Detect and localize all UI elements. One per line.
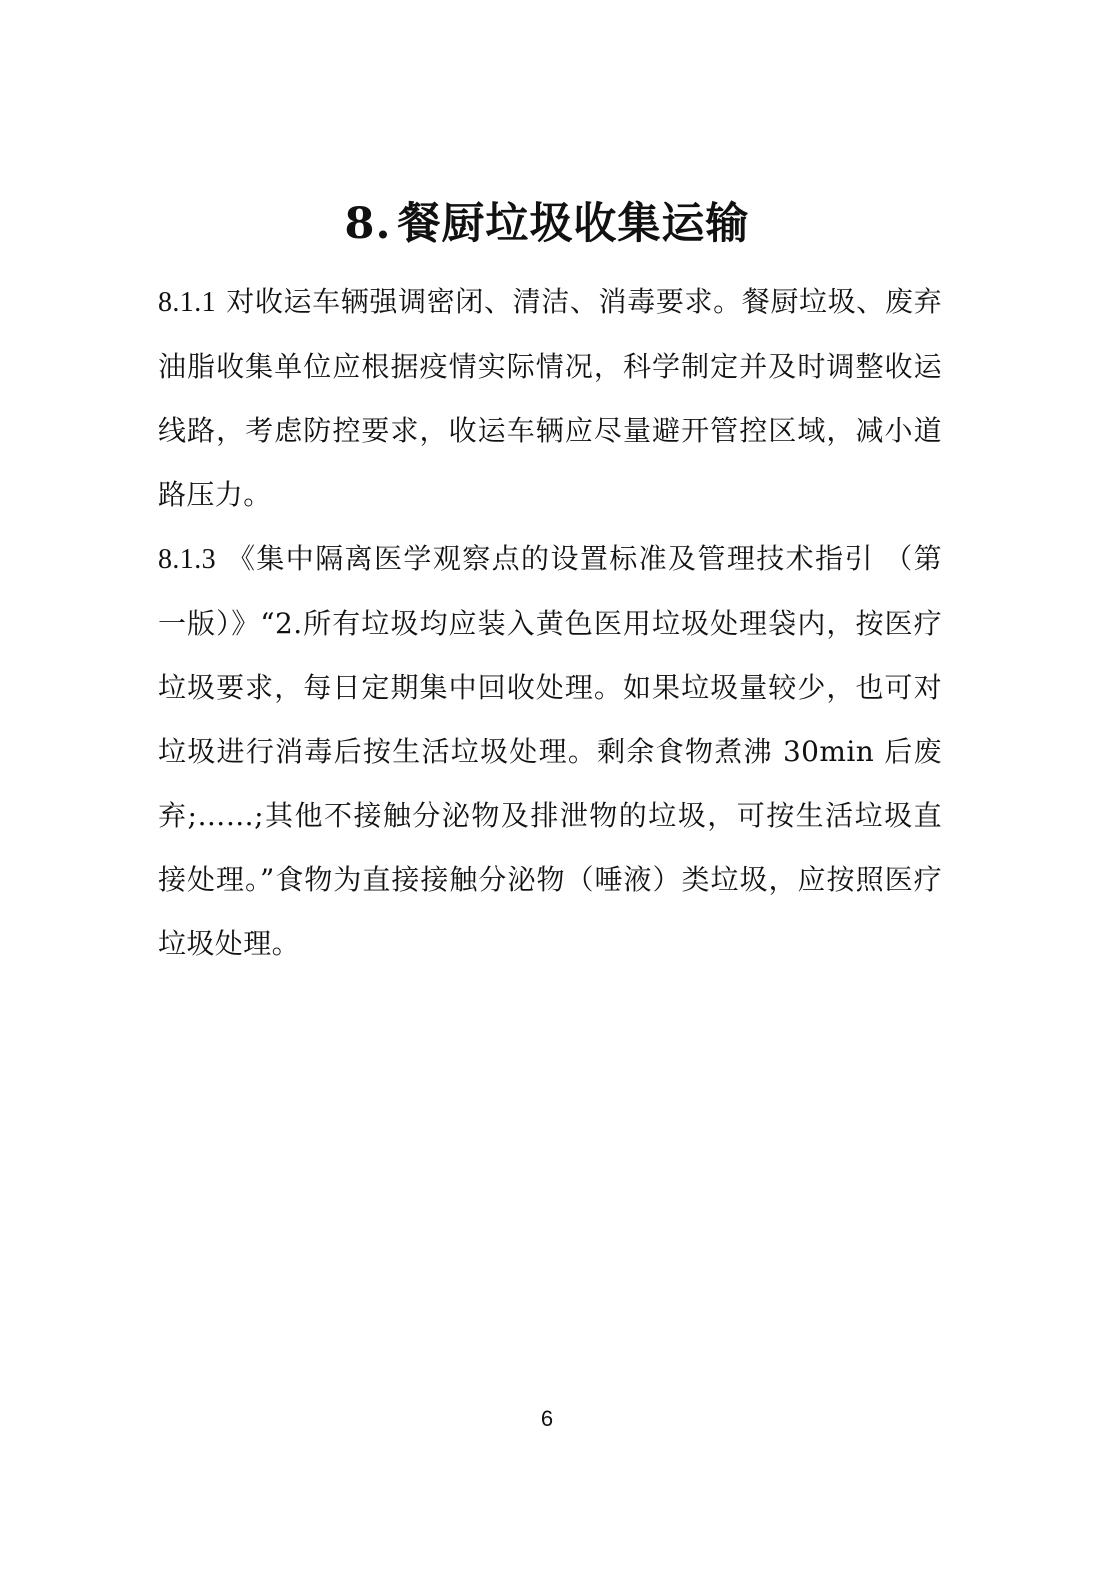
section-number: 8. [344, 199, 392, 249]
paragraph-8-1-3 [158, 527, 942, 976]
section-title-text: 餐厨垃圾收集运输 [397, 199, 750, 249]
document-body [158, 270, 942, 976]
clause-number: 8.1.1 [158, 287, 216, 318]
clause-number: 8.1.3 [158, 544, 216, 575]
paragraph-8-1-1 [158, 270, 942, 527]
clause-text: 对收运车辆强调密闭、清洁、消毒要求。餐厨垃圾、废弃油脂收集单位应根据疫情实际情况，科学制定并及时调整收运线路，考虑防控要求，收运车辆应尽量避开管控区域，减小道路压力。 [158, 285, 942, 511]
clause-text: 《集中隔离医学观察点的设置标准及管理技术指引 （第一版）》“2.所有垃圾均应装入黄色医用垃圾处理袋内，按医疗垃圾要求，每日定期集中回收处理。如果垃圾量较少，也可对垃圾进行消毒后按生活垃圾处理。剩余食物煮沸 30min 后废弃;……;其他不接触分泌物及排泄物的垃圾，可按生活垃圾直接处理。”食物为直接接触分泌物（唾液）类垃圾，应按照医疗垃圾处理。 [158, 542, 942, 960]
page-number: 6 [540, 1406, 554, 1431]
section-title [0, 192, 1094, 256]
